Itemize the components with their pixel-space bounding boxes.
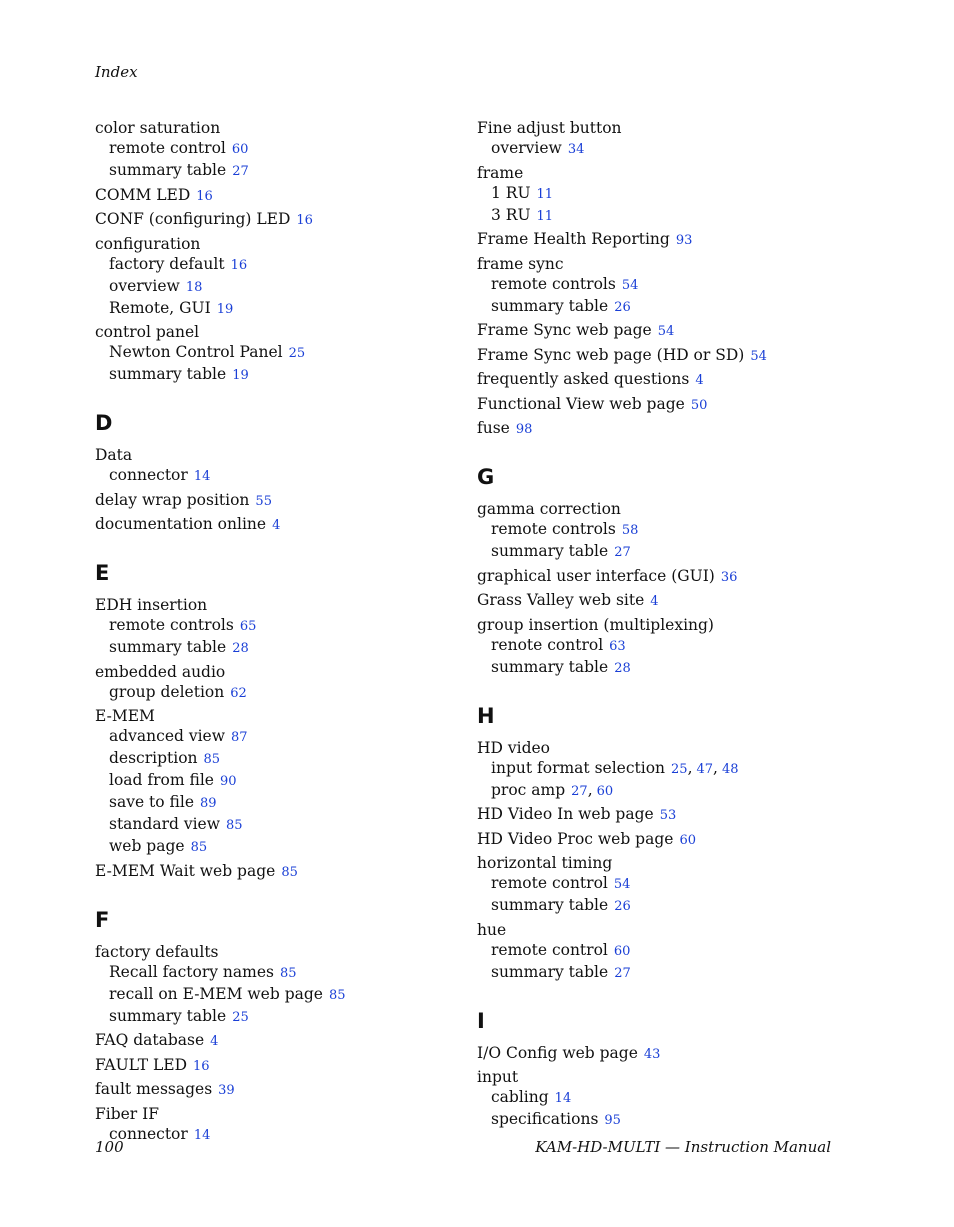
index-entry [477,590,817,612]
index-term: control panel [95,323,200,341]
index-subentry [95,682,435,704]
section-letter-h: H [477,703,495,728]
index-subentry [95,465,435,487]
page-link[interactable]: 16 [296,213,313,228]
page-link[interactable]: 4 [210,1034,219,1049]
index-subentry [477,895,817,917]
index-term: embedded audio [95,662,226,681]
index-subterm: connector [109,1124,188,1143]
index-subentry [477,1087,817,1109]
index-subterm: summary table [491,542,609,560]
page-separator: , [587,780,593,799]
index-term-line [95,706,435,726]
page-link[interactable]: 58 [621,523,639,538]
index-term-line [477,590,817,612]
section-letter-g: G [477,465,495,489]
manual-title: KAM-HD-MULTI — Instruction Manual [535,1138,831,1156]
index-subterm: remote control [491,874,608,892]
index-term: Frame Sync web page [477,321,652,339]
index-subentry [95,984,435,1006]
index-column-right [477,118,817,1134]
page-link[interactable]: 62 [230,685,247,701]
index-term: horizontal timing [477,854,613,872]
page-link[interactable]: 98 [515,422,533,437]
index-term-line [95,234,435,254]
index-term-line [477,345,817,367]
index-entry [95,595,435,659]
index-subterm: summary table [109,638,227,656]
page-link[interactable]: 60 [613,943,631,959]
index-term-line [95,662,435,682]
index-term: input [477,1068,519,1086]
index-subterm: web page [109,837,185,855]
index-term-line [95,1055,435,1077]
index-subentry [477,780,817,802]
index-entry [95,445,435,487]
index-subentry [95,298,435,320]
index-term-line [477,369,817,391]
index-subentry [95,254,435,276]
section-letter-f: F [95,907,110,932]
index-subentry [95,836,435,858]
index-subentry [95,1006,435,1028]
index-entry [95,1030,435,1052]
index-term: frame sync [477,254,564,273]
page-link[interactable]: 89 [200,796,217,811]
index-subentry [477,205,817,227]
index-term: frame [477,163,524,182]
index-term: group insertion (multiplexing) [477,615,714,634]
page-link[interactable]: 11 [536,208,554,224]
index-entry [95,1079,435,1101]
index-entry [477,345,817,367]
page-link[interactable]: 85 [328,987,346,1003]
section-letter-d: D [95,411,113,435]
page-link[interactable]: 4 [695,373,704,388]
page-link[interactable]: 54 [613,877,631,892]
index-term: gamma correction [477,500,621,518]
index-subterm: cabling [491,1088,549,1106]
index-term-line [95,861,435,883]
index-subterm: remote controls [491,274,616,293]
index-term: Fine adjust button [477,119,622,137]
index-term-line [95,942,435,962]
index-subterm: standard view [109,815,220,833]
page-link[interactable]: 60 [596,783,614,799]
index-entry [477,254,817,318]
index-term-line [477,738,817,758]
index-term: E-MEM [95,707,155,725]
index-term: FAQ database [95,1031,205,1049]
page-separator: , [713,758,718,777]
page-link[interactable]: 14 [554,1091,572,1106]
index-entry [95,706,435,858]
page-link[interactable]: 85 [190,840,208,855]
index-column-left [95,118,435,1148]
index-entry [95,118,435,182]
index-entry [477,1043,817,1065]
index-subentry [477,873,817,895]
index-entry [477,418,817,440]
index-term: I/O Config web page [477,1043,638,1062]
index-term-line [95,209,435,231]
index-entry [95,185,435,207]
page-link[interactable]: 60 [679,832,696,848]
index-term: E-MEM Wait web page [95,861,276,880]
index-subterm: remote controls [109,616,234,634]
index-term-line [477,229,817,251]
index-subterm: renote control [491,635,604,654]
index-subterm: summary table [491,962,609,981]
index-term: fault messages [95,1080,213,1098]
index-subterm: 1 RU [491,183,531,202]
index-entry [477,320,817,342]
index-subentry [95,726,435,748]
page-link[interactable]: 26 [614,299,631,315]
section-letter-i: I [477,1008,485,1033]
index-entry [477,1067,817,1131]
index-subterm: load from file [109,771,214,789]
index-entry [95,209,435,231]
index-subentry [477,1109,817,1131]
index-term-line [95,185,435,207]
index-entry [477,394,817,416]
page-link[interactable]: 54 [621,277,639,293]
index-subterm: factory default [109,254,225,273]
page-link[interactable]: 26 [614,899,631,914]
index-entry [95,861,435,883]
running-header: Index [95,63,138,81]
index-subterm: Newton Control Panel [109,343,283,361]
page-link[interactable]: 4 [272,518,281,533]
index-entry [95,514,435,536]
page-link[interactable]: 39 [218,1083,235,1098]
page-link[interactable]: 63 [609,638,626,654]
index-term: Fiber IF [95,1104,160,1123]
index-term-line [95,445,435,465]
index-subterm: summary table [491,657,609,676]
index-term: EDH insertion [95,596,208,614]
page-link[interactable]: 27 [614,545,631,560]
index-subentry [477,758,817,780]
index-term: hue [477,920,507,939]
index-entry [95,1055,435,1077]
index-term-line [477,163,817,183]
index-entry [95,662,435,704]
index-subentry [477,519,817,541]
page-link[interactable]: 28 [614,660,631,676]
index-term-line [95,1030,435,1052]
index-subterm: summary table [109,365,227,383]
index-term: HD Video Proc web page [477,829,674,848]
page-link[interactable]: 36 [720,569,738,585]
index-term-line [477,394,817,416]
index-subentry [95,160,435,182]
page-link[interactable]: 25 [671,761,688,777]
page-link[interactable]: 25 [288,346,306,361]
index-term-line [477,853,817,873]
page-link[interactable]: 11 [536,186,554,202]
index-subterm: Remote, GUI [109,298,211,317]
index-term: Frame Sync web page (HD or SD) [477,345,745,364]
page-link[interactable]: 27 [232,164,249,179]
index-subterm: 3 RU [491,205,531,224]
index-subentry [95,342,435,364]
index-entry [477,920,817,984]
index-subterm: proc amp [491,780,566,799]
page-link[interactable]: 19 [216,301,234,317]
index-term-line [477,615,817,635]
page-link[interactable]: 95 [604,1113,621,1128]
index-entry [477,369,817,391]
index-subterm: Recall factory names [109,962,274,981]
page-link[interactable]: 93 [675,233,693,248]
index-subentry [95,1124,435,1146]
page-link[interactable]: 16 [196,188,213,204]
page-link[interactable]: 53 [659,808,677,823]
index-entry [477,853,817,917]
page-link[interactable]: 43 [643,1046,661,1062]
index-entry [477,163,817,227]
index-subentry [95,364,435,386]
index-term: Frame Health Reporting [477,230,670,248]
index-term: CONF (configuring) LED [95,210,291,228]
index-term-line [95,1079,435,1101]
index-subterm: remote control [109,139,226,157]
index-term-line [477,920,817,940]
page-link[interactable]: 54 [657,324,675,339]
index-subterm: save to file [109,793,195,811]
index-entry [477,499,817,563]
index-entry [95,942,435,1028]
index-term: frequently asked questions [477,370,690,388]
index-subterm: group deletion [109,682,225,701]
index-term-line [95,595,435,615]
page-link[interactable]: 14 [193,469,211,484]
index-subentry [95,814,435,836]
index-term-line [477,804,817,826]
index-term: FAULT LED [95,1055,187,1074]
index-subentry [95,276,435,298]
page-link[interactable]: 85 [203,752,221,767]
page-link[interactable]: 90 [219,774,237,789]
page-link[interactable]: 14 [193,1127,211,1143]
index-subterm: specifications [491,1110,599,1128]
page-link[interactable]: 18 [185,279,203,295]
index-term: delay wrap position [95,490,250,509]
page-link[interactable]: 34 [567,142,585,157]
section-letter-e: E [95,561,110,585]
index-entry [477,118,817,160]
index-subentry [95,138,435,160]
index-term-line [477,418,817,440]
index-term: documentation online [95,515,267,533]
index-entry [477,229,817,251]
index-subterm: summary table [109,161,227,179]
index-subentry [95,615,435,637]
page-link[interactable]: 4 [650,594,659,609]
page-link[interactable]: 28 [232,641,249,656]
index-subentry [95,770,435,792]
index-entry [477,566,817,588]
index-subentry [95,792,435,814]
index-subentry [95,637,435,659]
index-subterm: input format selection [491,758,666,777]
index-term-line [477,118,817,138]
page-link[interactable]: 16 [230,257,248,273]
index-entry [95,322,435,386]
index-term: HD video [477,738,551,757]
index-subentry [477,183,817,205]
index-term: COMM LED [95,185,191,204]
index-entry [477,804,817,826]
page-link[interactable]: 48 [721,761,739,777]
index-entry [95,490,435,512]
index-subentry [477,962,817,984]
index-term-line [95,322,435,342]
index-subentry [477,296,817,318]
index-entry [477,615,817,679]
page-link[interactable]: 50 [690,397,708,413]
index-subterm: remote control [491,940,608,959]
index-term-line [477,254,817,274]
page-link[interactable]: 47 [696,761,714,777]
page-link[interactable]: 65 [239,619,257,634]
index-term: Functional View web page [477,394,685,413]
index-term-line [477,829,817,851]
index-subterm: overview [109,276,180,295]
page-separator: , [687,758,693,777]
index-subentry [95,962,435,984]
page-link[interactable]: 27 [571,783,588,799]
index-subterm: overview [491,139,562,157]
index-term-line [477,566,817,588]
index-entry [95,1104,435,1146]
index-term: Data [95,446,133,464]
page-link[interactable]: 25 [232,1009,249,1025]
index-subterm: advanced view [109,727,226,745]
index-subentry [477,657,817,679]
index-subentry [477,635,817,657]
page-number: 100 [95,1138,124,1156]
page-link[interactable]: 55 [255,493,272,509]
index-subterm: remote controls [491,520,616,538]
index-term-line [477,1043,817,1065]
index-subterm: summary table [491,296,609,315]
index-term: color saturation [95,119,221,137]
index-term-line [477,1067,817,1087]
page-link[interactable]: 19 [232,368,249,383]
index-term-line [95,514,435,536]
page-link[interactable]: 54 [750,348,767,364]
index-term-line [95,1104,435,1124]
index-term: graphical user interface (GUI) [477,566,715,585]
page-link[interactable]: 85 [225,818,243,833]
index-subentry [477,940,817,962]
index-subterm: summary table [491,896,609,914]
page-link[interactable]: 85 [281,864,298,880]
index-entry [95,234,435,320]
index-subentry [95,748,435,770]
page-link[interactable]: 85 [279,965,297,981]
page-link[interactable]: 16 [193,1058,210,1074]
index-entry [477,829,817,851]
index-term-line [95,490,435,512]
page-link[interactable]: 27 [614,965,631,981]
index-term-line [95,118,435,138]
index-term: HD Video In web page [477,805,654,823]
index-term: factory defaults [95,942,219,961]
index-term-line [477,320,817,342]
index-entry [477,738,817,802]
index-subentry [477,274,817,296]
index-subentry [477,138,817,160]
index-subterm: summary table [109,1006,227,1025]
index-term: Grass Valley web site [477,591,645,609]
page-link[interactable]: 87 [231,730,248,745]
index-subterm: recall on E-MEM web page [109,984,323,1003]
index-term: fuse [477,419,510,437]
index-term: configuration [95,234,201,253]
index-subentry [477,541,817,563]
index-subterm: connector [109,466,188,484]
index-subterm: description [109,749,198,767]
page-link[interactable]: 60 [231,142,249,157]
index-term-line [477,499,817,519]
